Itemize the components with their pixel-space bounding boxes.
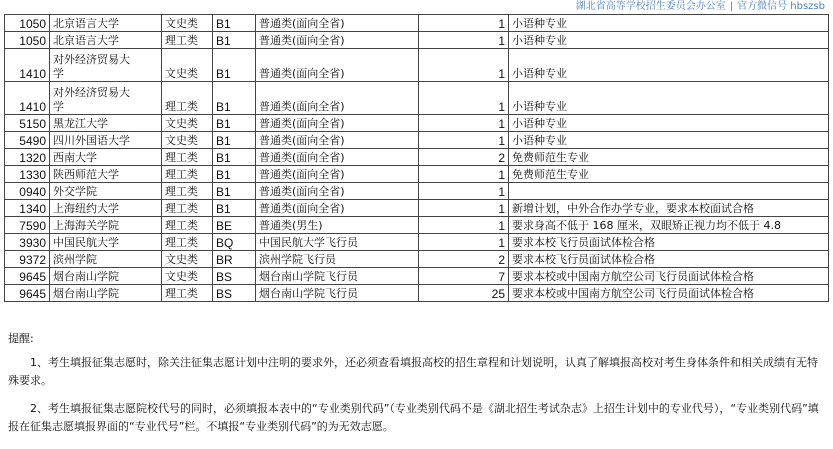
plan-count-cell: 2 [419,251,509,268]
school-name-cell [50,49,162,82]
requirement-note-cell: 要求本校或中国南方航空公司飞行员面试体检合格 [509,268,829,285]
school-code-cell: 5490 [5,132,50,149]
major-category-cell: 普通类(面向全省) [256,132,419,149]
admission-plan-table [4,14,829,302]
school-code-cell: 3930 [5,234,50,251]
table-row [5,32,829,49]
table-row [5,149,829,166]
reminder-item-1: 1、考生填报征集志愿时，除关注征集志愿计划中注明的要求外，还必须查看填报高校的招生章程和计划说明，认真了解填报高校对考生身体条件和相关成绩有无特殊要求。 [8,356,818,387]
batch-code-cell: B1 [213,82,256,115]
school-name-cell: 外交学院 [50,183,162,200]
school-code-cell: 1050 [5,32,50,49]
office-name: 湖北省高等学校招生委员会办公室 [575,1,726,12]
major-category-cell: 普通类(面向全省) [256,15,419,32]
category-cell: 文史类 [162,49,213,82]
school-name-cell: 烟台南山学院 [50,268,162,285]
plan-count-cell: 1 [419,217,509,234]
plan-count-cell: 1 [419,82,509,115]
category-cell: 理工类 [162,285,213,302]
requirement-note-cell: 要求本校飞行员面试体检合格 [509,234,829,251]
category-cell: 文史类 [162,268,213,285]
category-cell: 理工类 [162,234,213,251]
school-code-cell: 5150 [5,115,50,132]
plan-count-cell: 1 [419,115,509,132]
school-name-line-1: 对外经济贸易大 [53,53,130,66]
requirement-note-cell: 要求本校飞行员面试体检合格 [509,251,829,268]
plan-count-cell: 7 [419,268,509,285]
table-row [5,268,829,285]
requirement-note-cell: 小语种专业 [509,132,829,149]
major-category-cell: 普通类(面向全省) [256,183,419,200]
category-cell: 理工类 [162,82,213,115]
table-row [5,82,829,115]
requirement-note-cell: 免费师范生专业 [509,166,829,183]
school-name-cell: 西南大学 [50,149,162,166]
major-category-cell: 普通类(面向全省) [256,200,419,217]
table-row [5,49,829,82]
school-code-cell: 1330 [5,166,50,183]
school-name-cell: 北京语言大学 [50,15,162,32]
school-code-cell: 1050 [5,15,50,32]
requirement-note-cell: 免费师范生专业 [509,149,829,166]
school-name-cell: 黑龙江大学 [50,115,162,132]
school-name-line-2: 学 [53,100,64,113]
table-body [5,15,829,302]
major-category-cell: 普通类(男生) [256,217,419,234]
major-category-cell: 普通类(面向全省) [256,32,419,49]
batch-code-cell: B1 [213,32,256,49]
batch-code-cell: B1 [213,49,256,82]
table-row [5,200,829,217]
school-code-cell: 1410 [5,82,50,115]
school-name-cell: 四川外国语大学 [50,132,162,149]
plan-count-cell: 1 [419,183,509,200]
table-row [5,166,829,183]
batch-code-cell: B1 [213,183,256,200]
table-row [5,132,829,149]
category-cell: 理工类 [162,166,213,183]
school-name-line-1: 对外经济贸易大 [53,86,130,99]
school-name-line-2: 学 [53,67,64,80]
category-cell: 文史类 [162,132,213,149]
requirement-note-cell: 要求身高不低于 168 厘米，双眼矫正视力均不低于 4.8 [509,217,829,234]
category-cell: 文史类 [162,15,213,32]
reminder-title: 提醒: [8,332,34,345]
batch-code-cell: BS [213,268,256,285]
school-code-cell: 9372 [5,251,50,268]
plan-count-cell: 1 [419,234,509,251]
requirement-note-cell: 小语种专业 [509,15,829,32]
school-code-cell: 9645 [5,285,50,302]
school-code-cell: 9645 [5,268,50,285]
school-code-cell: 0940 [5,183,50,200]
batch-code-cell: BQ [213,234,256,251]
header-banner [576,0,825,14]
requirement-note-cell: 小语种专业 [509,115,829,132]
category-cell: 文史类 [162,115,213,132]
plan-count-cell: 1 [419,166,509,183]
table-row [5,285,829,302]
batch-code-cell: B1 [213,166,256,183]
batch-code-cell: B1 [213,149,256,166]
plan-count-cell: 1 [419,32,509,49]
reminder-item-2: 2、考生填报征集志愿院校代号的同时，必须填报本表中的“专业类别代码”（专业类别代码不是《湖北招生考试杂志》上招生计划中的专业代号），“专业类别代码”填报在征集志愿填报界面的“专业代号”栏。不填报“专业类别代码”的为无效志愿。 [8,402,819,433]
category-cell: 理工类 [162,149,213,166]
school-name-cell: 上海海关学院 [50,217,162,234]
wechat-account: 官方微信号 hbszsb [737,1,825,12]
table-row [5,15,829,32]
school-code-cell: 1410 [5,49,50,82]
requirement-note-cell: 要求本校或中国南方航空公司飞行员面试体检合格 [509,285,829,302]
school-name-cell: 上海纽约大学 [50,200,162,217]
batch-code-cell: BS [213,285,256,302]
batch-code-cell: B1 [213,15,256,32]
school-code-cell: 1320 [5,149,50,166]
table-row [5,251,829,268]
major-category-cell: 中国民航大学飞行员 [256,234,419,251]
major-category-cell: 普通类(面向全省) [256,166,419,183]
requirement-note-cell: 新增计划，中外合作办学专业，要求本校面试合格 [509,200,829,217]
school-name-cell: 滨州学院 [50,251,162,268]
requirement-note-cell: 小语种专业 [509,82,829,115]
table-row [5,115,829,132]
category-cell: 理工类 [162,32,213,49]
requirement-note-cell: 小语种专业 [509,49,829,82]
category-cell: 理工类 [162,183,213,200]
table-row [5,183,829,200]
banner-divider: | [729,1,734,12]
batch-code-cell: BR [213,251,256,268]
plan-count-cell: 1 [419,200,509,217]
plan-count-cell: 1 [419,15,509,32]
category-cell: 文史类 [162,251,213,268]
school-code-cell: 1340 [5,200,50,217]
major-category-cell: 普通类(面向全省) [256,115,419,132]
batch-code-cell: B1 [213,115,256,132]
plan-count-cell: 25 [419,285,509,302]
category-cell: 理工类 [162,217,213,234]
school-name-cell: 中国民航大学 [50,234,162,251]
school-name-cell: 陕西师范大学 [50,166,162,183]
major-category-cell: 普通类(面向全省) [256,149,419,166]
plan-count-cell: 1 [419,49,509,82]
major-category-cell: 普通类(面向全省) [256,82,419,115]
requirement-note-cell: 小语种专业 [509,32,829,49]
school-name-cell: 烟台南山学院 [50,285,162,302]
batch-code-cell: BE [213,217,256,234]
batch-code-cell: B1 [213,132,256,149]
major-category-cell: 普通类(面向全省) [256,49,419,82]
school-name-cell: 北京语言大学 [50,32,162,49]
table-row [5,217,829,234]
batch-code-cell: B1 [213,200,256,217]
requirement-note-cell [509,183,829,200]
category-cell: 理工类 [162,200,213,217]
table-row [5,234,829,251]
reminder-section [8,330,826,436]
major-category-cell: 滨州学院飞行员 [256,251,419,268]
school-code-cell: 7590 [5,217,50,234]
plan-count-cell: 2 [419,149,509,166]
major-category-cell: 烟台南山学院飞行员 [256,285,419,302]
school-name-cell [50,82,162,115]
plan-count-cell: 1 [419,132,509,149]
major-category-cell: 烟台南山学院飞行员 [256,268,419,285]
